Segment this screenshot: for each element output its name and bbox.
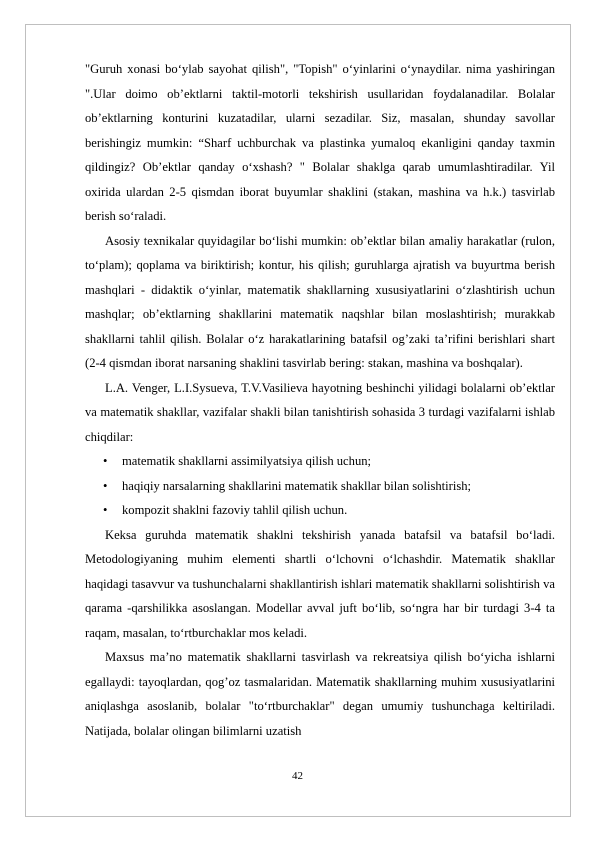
document-body <box>85 57 555 743</box>
paragraph-5: Maxsus ma’no matematik shakllarni tasvirlash va rekreatsiya qilish bo‘yicha ishlarni egallaydi: tayoqlardan, qog’oz tasmalaridan. Matematik shakllarning muhim xususiyatlarini aniqlashga asoslanib, bolalar "to‘rtburchaklar" degan umumiy tushunchaga keltiriladi. Natijada, bolalar olingan bilimlarni uzatish <box>85 650 555 738</box>
paragraph-4: Keksa guruhda matematik shaklni tekshirish yanada batafsil va batafsil bo‘ladi. Metodologiyaning muhim elementi shartli o‘lchovni o‘lchashdir. Matematik shakllar haqidagi tasavvur va tushunchalarni shakllantirish ishlari matematik shakllarni solishtirish va qarama -qarshilikka asoslangan. Modellar avval juft bo‘lib, so‘ngra har bir turdagi 3-4 ta raqam, masalan, to‘rtburchaklar mos keladi. <box>85 527 555 640</box>
list-item <box>85 449 555 474</box>
list-item <box>85 474 555 499</box>
list-item-text: matematik shakllarni assimilyatsiya qilish uchun; <box>122 454 372 468</box>
paragraph-2: Asosiy texnikalar quyidagilar bo‘lishi mumkin: ob’ektlar bilan amaliy harakatlar (rulon, to‘plam); qoplama va biriktirish; kontur, his qilish; guruhlarga ajratish va buyurtma berish mashqlari - didaktik o‘yinlar, matematik shakllarning xususiyatlarini o‘zlashtirish uchun mashqlar; ob’ektlarning shakllarini matematik naqshlar bilan moslashtirish; murakkab shakllarni tahlil qilish. Bolalar o‘z harakatlarining batafsil og’zaki ta’rifini berishlari shart (2-4 qismdan iborat narsaning shaklini tasvirlab bering: stakan, mashina va boshqalar). <box>85 233 555 370</box>
list-item <box>85 498 555 523</box>
task-list <box>85 449 555 523</box>
list-item-text: kompozit shaklni fazoviy tahlil qilish uchun. <box>122 503 348 517</box>
page-number: 42 <box>292 770 303 782</box>
paragraph-1: "Guruh xonasi bo‘ylab sayohat qilish", "Topish" o‘yinlarini o‘ynaydilar. nima yashiringan ".Ular doimo ob’ektlarni taktil-motorli tekshirish usullaridan foydalanadilar. Bolalar ob’ektlarning konturini kuzatadilar, ularni sezadilar. Siz, masalan, shunday savollar berishingiz mumkin: “Sharf uchburchak va plastinka yumaloq ekanligini qanday taxmin qildingiz? Ob’ektlar qanday o‘xshash? " Bolalar shaklga qarab umumlashtiradilar. Yil oxirida ulardan 2-5 qismdan iborat buyumlar shaklini (stakan, mashina va h.k.) tasvirlab berish so‘raladi. <box>85 62 555 223</box>
list-item-text: haqiqiy narsalarning shakllarini matematik shakllar bilan solishtirish; <box>122 478 472 493</box>
bullet-icon: • <box>103 503 108 517</box>
paragraph-3: L.A. Venger, L.I.Sysueva, T.V.Vasilieva hayotning beshinchi yilidagi bolalarni ob’ektlar va matematik shakllar, vazifalar shakli bilan tanishtirish sohasida 3 turdagi vazifalarni ishlab chiqdilar: <box>85 380 555 444</box>
bullet-icon: • <box>103 454 108 468</box>
bullet-icon: • <box>103 478 108 493</box>
